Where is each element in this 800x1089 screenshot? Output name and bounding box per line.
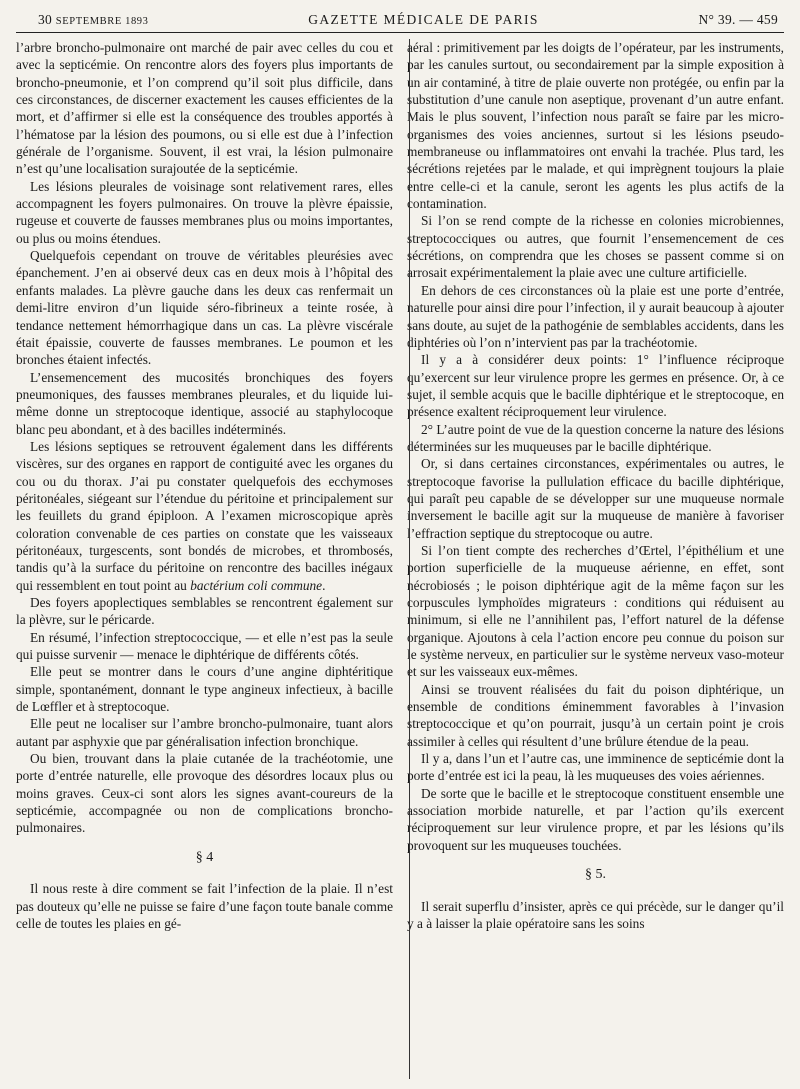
paragraph: Il y a, dans l’un et l’autre cas, une imminence de septicémie dont la porte d’entrée est ici la peau, là les muqueuses des voies aériennes.	[407, 751, 784, 784]
paragraph: L’ensemencement des mucosités bronchiques des foyers pneumoniques, des fausses membranes pleurales, et du liquide lui-même donne un streptocoque identique, associé au staphylocoque blanc peu abondant, et à des bacilles indéterminés.	[16, 369, 393, 437]
section-heading: § 4	[195, 849, 214, 865]
journal-title: GAZETTE MÉDICALE DE PARIS	[308, 12, 539, 27]
paragraph: Elle peut ne localiser sur l’ambre broncho-pulmonaire, tuant alors autant par asphyxie que par généralisation infection bronchique.	[16, 716, 393, 749]
paragraph	[16, 438, 393, 594]
text-columns	[16, 39, 784, 1089]
paragraph: Ou bien, trouvant dans la plaie cutanée de la trachéotomie, une porte d’entrée naturelle, elle provoque des désordres locaux plus ou moins graves. Ceux-ci sont alors les signes avant-coureurs de la septicémie, accompagnée ou non de complications broncho-pulmonaires.	[16, 751, 393, 836]
header-date-day: 30	[38, 12, 53, 27]
paragraph: Elle peut se montrer dans le cours d’une angine diphtéritique simple, spontanément, donnant le type angineux infectieux, à bacille de Lœffler et à streptocoque.	[16, 664, 393, 715]
italic-term: bactérium coli commune	[190, 577, 323, 593]
paragraph: Ainsi se trouvent réalisées du fait du poison diphtérique, un ensemble de conditions éminemment favorables à l’invasion streptococcique et qu’on pourrait, jusqu’à un certain point je crois assimiler à celles qui résultent d’une brûlure étendue de la peau.	[407, 681, 784, 749]
paragraph: Or, si dans certaines circonstances, expérimentales ou autres, le streptocoque favorise la pullulation efficace du bacille diphtérique, qui paraît peu capable de se développer sur une muqueuse normale inversement le bacille agit sur la muqueuse de manière à favoriser l’effraction septique du streptocoque ou autre.	[407, 456, 784, 541]
paragraph-text: Les lésions septiques se retrouvent également dans les différents viscères, sur des organes en rapport de contiguité avec les organes du cou ou du thorax. J’ai pu constater quelquefois des ecchymoses péritonéales, siégeant sur l’étendue du péritoine et principalement sur les feuillets du grand épiploon. A l’examen microscopique après coloration convenable de ces parties on constate que les vaisseaux péritonéaux, turgescents, sont bondés de microbes, et thrombosés, tandis qu’à la surface du péritoine on rencontre des bacilles inégaux qui ressemblent en tout point au	[16, 438, 393, 593]
paragraph: Les lésions pleurales de voisinage sont relativement rares, elles accompagnent les foyers pulmonaires. On trouve la plèvre épaissie, rugeuse et couverte de fausses membranes plus ou moins importantes, ou plus ou moins étendues.	[16, 178, 393, 246]
section-heading: § 5.	[585, 867, 606, 883]
header-date-month-year: SEPTEMBRE 1893	[55, 16, 149, 27]
paragraph: 2° L’autre point de vue de la question concerne la nature des lésions déterminées sur les muqueuses par le bacille diphtérique.	[407, 421, 784, 454]
header-date	[38, 12, 149, 28]
paragraph: Il nous reste à dire comment se fait l’infection de la plaie. Il n’est pas douteux qu’elle ne puisse se faire d’une façon toute banale comme celle de toutes les plaies en gé-	[16, 881, 393, 931]
paragraph: En résumé, l’infection streptococcique, — et elle n’est pas la seule qui puisse survenir — menace le diphtérique de différents côtés.	[16, 629, 393, 663]
issue-page-number: N° 39. — 459	[698, 12, 778, 27]
column-rule	[409, 39, 410, 1079]
paragraph: Quelquefois cependant on trouve de véritables pleurésies avec épanchement. J’en ai observé deux cas en deux mois à l’hôpital des enfants malades. La plèvre gauche dans les deux cas renfermait un demi-litre environ d’un liquide séro-fibrineux a teinte rosée, à tendance nettement hémorrhagique dans un cas. La plèvre viscérale était épaissie, couverte de fausses membranes. Le poumon et les bronches étaient infectés.	[16, 248, 393, 368]
paragraph: Si l’on tient compte des recherches d’Œrtel, l’épithélium et une portion superficielle de la muqueuse aérienne, en effet, sont nécrobiosés ; le poison diphtérique agit de la même façon sur les corpuscules lymphoïdes migrateurs : conditions qui réduisent au minimum, si elle ne l’annihilent pas, l’effort naturel de la défense organique. Ajoutons à cela l’action encore peu connue du poison sur le système nerveux, en particulier sur le système nerveux vaso-moteur et sur les vaisseaux eux-mêmes.	[407, 542, 784, 680]
right-column	[407, 39, 784, 1089]
paragraph: Si l’on se rend compte de la richesse en colonies microbiennes, streptococciques ou autres, que fournit l’ensemencement de ces sécrétions, on comprendra que les choses se passent comme si on arrosait expérimentalement la plaie avec une culture artificielle.	[407, 213, 784, 281]
paragraph-text: .	[322, 577, 326, 593]
paragraph: l’arbre broncho-pulmonaire ont marché de pair avec celles du cou et avec la septicémie. On rencontre alors des foyers plus importants de broncho-pneumonie, et l’on comprend qu’il soit plus difficile, dans ces circonstances, de discerner exactement les causes efficientes de la mort, et d’affirmer si elle est la conséquence des troubles apportés à l’hématose par la lésion des poumons, ou si elle est due à l’infection générale de l’organisme. Souvent, il est vrai, la lésion pulmonaire n’est qu’une localisation surajoutée de la septicémie.	[16, 40, 393, 177]
paragraph: De sorte que le bacille et le streptocoque constituent ensemble une association morbide naturelle, et par l’action qu’ils exercent réciproquement sur leur virulence propre, et par les lésions qu’ils provoquent sur les muqueuses touchées.	[407, 785, 784, 853]
paragraph: Il y a à considérer deux points: 1° l’influence réciproque qu’exercent sur leur virulence propre les germes en présence. Or, à ce sujet, il semble acquis que le bacille diphtérique et le streptocoque, en présence exaltent réciproquement leur virulence.	[407, 352, 784, 420]
left-column	[16, 39, 393, 1089]
paragraph: Il serait superflu d’insister, après ce qui précède, sur le danger qu’il y a à laisser la plaie opératoire sans les soins	[407, 898, 784, 931]
paragraph: Des foyers apoplectiques semblables se rencontrent également sur la plèvre, sur le péricarde.	[16, 595, 393, 628]
paragraph: En dehors de ces circonstances où la plaie est une porte d’entrée, naturelle pour ainsi dire pour l’infection, il y aurait beaucoup à ajouter sans doute, au sujet de la pathogénie de semblables accidents, dans les diphtéries où l’on n’intervient pas par la trachéotomie.	[407, 282, 784, 350]
running-header	[16, 12, 784, 33]
paragraph: aéral : primitivement par les doigts de l’opérateur, par les instruments, par les canules surtout, ou secondairement par la simple exposition à un air contaminé, à titre de plaie ouverte non protégée, ou enfin par la substitution d’une canule non aseptique, provenant d’un autre enfant. Mais le plus souvent, l’infection nous paraît se faire par les micro-organismes des voies anciennes, surtout si les lésions pseudo-membraneuse ou inflammatoires ont envahi la trachée. Plus tard, les sécrétions rejetées par le malade, et qui imprègnent toujours la plaie entre celle-ci et la canule, seront les agents les plus actifs de la contamination.	[407, 40, 784, 212]
